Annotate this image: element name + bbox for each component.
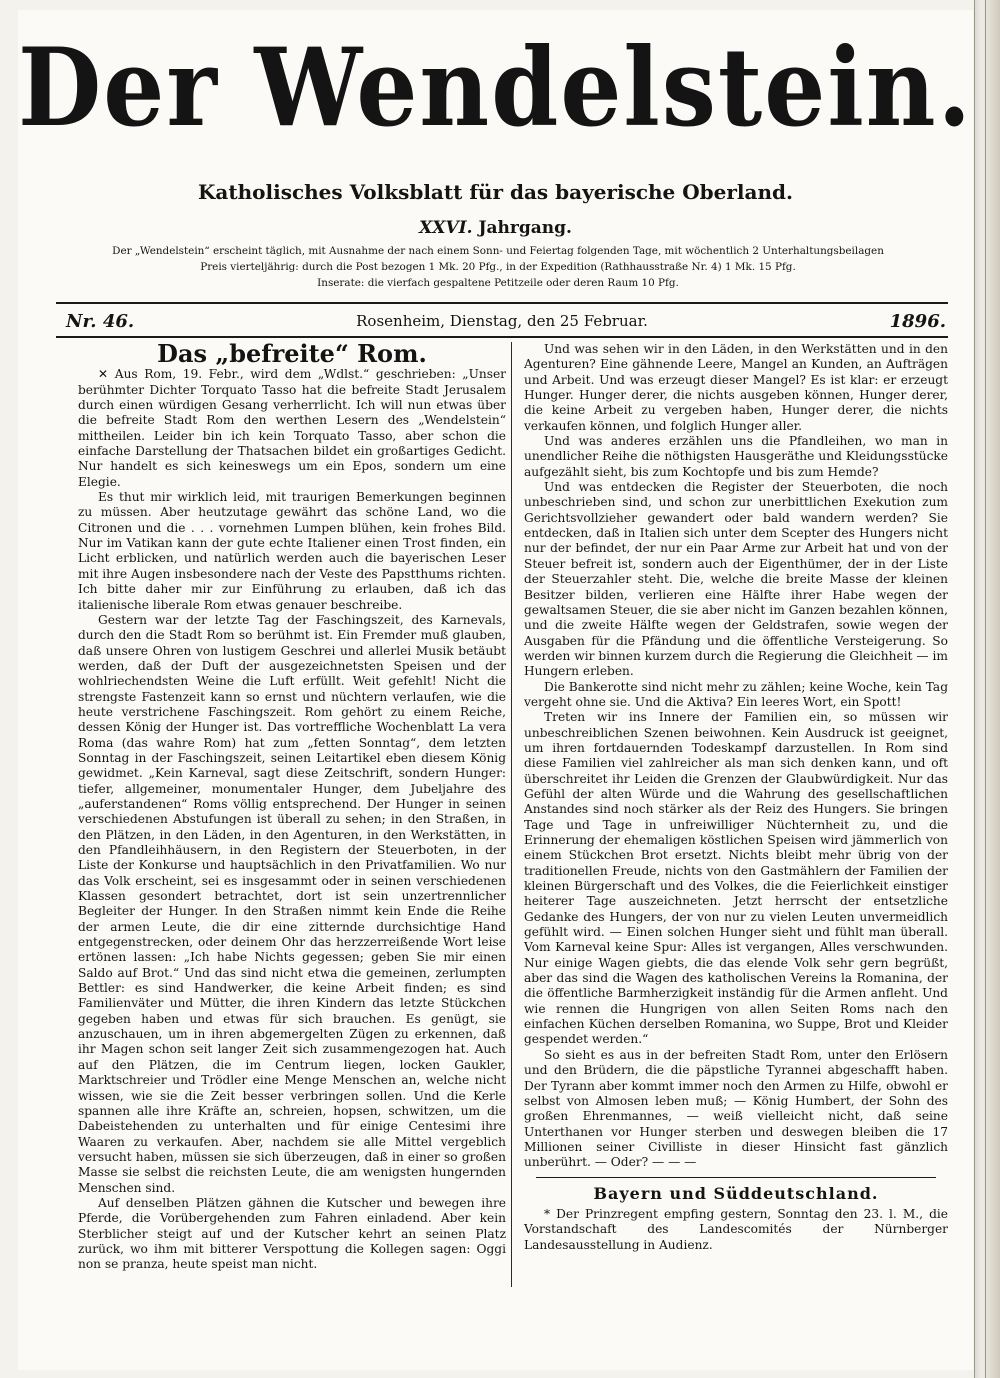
article-paragraph: So sieht es aus in der befreiten Stadt Rom, unter den Erlösern und den Brüdern, die die päpstliche Tyrannei abgeschafft haben. Der Tyrann aber kommt immer noch den Armen zu Hilfe, obwohl er selbst von Almosen leben muß; — König Humbert, der Sohn des großen Ehrenmannes, — weiß vielleicht nicht, daß seine Unterthanen vor Hunger sterben und deswegen bleiben die 17 Millionen seiner Civilliste in dieser Hinsicht fast gänzlich unberührt. — Oder? — — — <box>524 1047 948 1170</box>
article-paragraph: Und was sehen wir in den Läden, in den Werkstätten und in den Agenturen? Eine gähnende Leere, Mangel an Kunden, an Aufträgen und Arbeit. Und was erzeugt dieser Mangel? Es ist klar: er erzeugt Hunger. Hunger derer, die nichts ausgeben können, Hunger derer, die keine Arbeit zu vergeben haben, Hunger derer, die nichts verkaufen können, und folglich Hunger aller. <box>524 342 948 433</box>
article-paragraph: ✕ Aus Rom, 19. Febr., wird dem „Wdlst.“ geschrieben: „Unser berühmter Dichter Torquato Tasso hat die befreite Stadt Jerusalem durch einen würdigen Gesang verherrlicht. Ich will nun etwas über die befreite Stadt Rom den werthen Lesern des „Wendelstein“ mittheilen. Leider bin ich kein Torquato Tasso, aber schon die einfache Darstellung der Thatsachen bildet ein großartiges Gedicht. Nur handelt es sich keineswegs um ein Epos, sondern um eine Elegie. <box>78 367 506 489</box>
volume-line <box>18 218 973 238</box>
edge-line <box>985 0 986 1378</box>
masthead: Der Wendelstein. <box>18 24 974 151</box>
subtitle: Katholisches Volksblatt für das bayerische Oberland. <box>198 180 793 204</box>
volume-label: Jahrgang. <box>478 218 572 238</box>
article-paragraph: * Der Prinzregent empfing gestern, Sonntag den 23. l. M., die Vorstandschaft des Landescomités der Nürnberger Landesausstellung in Audienz. <box>524 1206 948 1252</box>
section-separator <box>536 1177 936 1178</box>
article-paragraph: Die Bankerotte sind nicht mehr zu zählen; keine Woche, kein Tag vergeht ohne sie. Und die Aktiva? Ein leeres Wort, ein Spott! <box>524 679 948 709</box>
info-line-2: Preis vierteljährig: durch die Post bezogen 1 Mk. 20 Pfg., in der Expedition (Rathhausstraße Nr. 4) 1 Mk. 15 Pfg. <box>200 261 796 273</box>
column-divider <box>511 342 512 1287</box>
dateline <box>56 308 948 334</box>
rule-top <box>56 302 948 304</box>
rule-bottom <box>56 336 948 338</box>
volume-roman: XXVI. <box>419 218 473 238</box>
section-title-bayern: Bayern und Süddeutschland. <box>593 1183 879 1203</box>
place-date: Rosenheim, Dienstag, den 25 Februar. <box>356 312 648 330</box>
article-paragraph: Treten wir ins Innere der Familien ein, so müssen wir unbeschreiblichen Szenen beiwohnen. Kein Ausdruck ist geeignet, um ihren fortdauernden Todeskampf darzustellen. In Rom sind diese Familien viel zahlreicher als man sich denken kann, und oft überschreitet ihr Leiden die Grenzen der Glaubwürdigkeit. Nur das Gefühl der alten Würde und die Wahrung des gesellschaftlichen Anstandes sind noch stärker als der Reiz des Hungers. Sie bringen Tage und Tage in unfreiwilliger Nüchternheit zu, und die Erinnerung der ehemaligen köstlichen Speisen wird jämmerlich von einem Stückchen Brot ersetzt. Nichts bleibt mehr übrig von der traditionellen Freude, nichts von den Gastmählern der Familien der kleinen Bürgerschaft und des Volkes, die die Feierlichkeit einstiger heiterer Tage auszeichneten. Jetzt herrscht der entsetzliche Gedanke des Hungers, der von nur zu vielen Leuten unvermeidlich gefühlt wird. — Einen solchen Hunger sieht und fühlt man überall. Vom Karneval keine Spur: Alles ist vergangen, Alles verschwunden. Nur einige Wagen giebts, die das elende Volk sehr gern begrüßt, aber das sind die Wagen des katholischen Vereins la Romanina, der die öffentliche Barmherzigkeit inständig für die Armen anfleht. Und wie rennen die Hungrigen von allen Seiten Roms nach den einfachen Küchen derselben Romanina, wo Suppe, Brot und Kleider gespendet werden.“ <box>524 710 948 1047</box>
article-title-rom: Das „befreite“ Rom. <box>157 339 427 368</box>
article-paragraph: Gestern war der letzte Tag der Faschingszeit, des Karnevals, durch den die Stadt Rom so berühmt ist. Ein Fremder muß glauben, daß unsere Ohren von lustigem Geschrei und allerlei Musik betäubt werden, daß der Duft der ausgezeichnetsten Speisen und der wohlriechendsten Weine die Luft erfüllt. Weit gefehlt! Nicht die strengste Fastenzeit kann so ernst und nüchtern verlaufen, wie die heute verstrichene Faschingszeit. Rom gehört zu einem Reiche, dessen König der Hunger ist. Das vortreffliche Wochenblatt La vera Roma (das wahre Rom) hat zum „fetten Sonntag“, dem letzten Sonntag in der Faschingszeit, seinen Leitartikel eben diesem König gewidmet. „Kein Karneval, sagt diese Zeitschrift, sondern Hunger: tiefer, allgemeiner, monumentaler Hunger, dem Jubeljahre des „auferstandenen“ Roms völlig entsprechend. Der Hunger in seinen verschiedenen Abstufungen ist überall zu sehen; in den Straßen, in den Plätzen, in den Läden, in den Agenturen, in den Werkstätten, in den Pfandleihhäusern, in den Registern der Steuerboten, in der Liste der Konkurse und hauptsächlich in den Privatfamilien. Wo nur das Volk erscheint, sei es insgesammt oder in seinen verschiedenen Klassen gesondert betrachtet, dort ist sein unzertrennlicher Begleiter der Hunger. In den Straßen nimmt kein Ende die Reihe der armen Leute, die dir eine zitternde durchsichtige Hand entgegenstrecken, oder deinem Ohr das herzzerreißende Wort leise ertönen lassen: „Ich habe Nichts gegessen; geben Sie mir einen Saldo auf Brot.“ Und das sind nicht etwa die gemeinen, zerlumpten Bettler: es sind Handwerker, die keine Arbeit finden; es sind Familienväter und Mütter, die ihren Kindern das letzte Stückchen gegeben haben und etwas für sich brauchen. Es genügt, sie anzuschauen, um in ihren abgemergelten Zügen zu erkennen, daß ihr Magen schon seit langer Zeit sich zusammengezogen hat. Auch auf den Plätzen, die im Centrum liegen, locken Gaukler, Marktschreier und Trödler eine Menge Menschen an, welche nicht wissen, wie sie die Zeit besser verbringen sollen. Und die Kerle spannen alle ihre Kräfte an, schreien, hopsen, schwitzen, um die Dabeistehenden zu unterhalten und für einige Centesimi ihre Waaren zu verkaufen. Aber, nachdem sie alle Mittel vergeblich versucht haben, müssen sie sich überzeugen, daß in einer so großen Masse sie selbst die reichsten Leute, die am wenigsten hungernden Menschen sind. <box>78 612 506 1195</box>
issue-number: Nr. 46. <box>66 311 135 332</box>
newspaper-page <box>18 10 973 1370</box>
issue-year: 1896. <box>889 311 946 332</box>
article-paragraph: Und was entdecken die Register der Steuerboten, die noch unbeschrieben sind, und schon zur unerbittlichen Exekution zum Gerichtsvollzieher gewandert oder bald wandern werden? Sie entdecken, daß in Italien sich unter dem Scepter des Hungers nicht nur der befindet, der nur ein Paar Arme zur Arbeit hat und von der Steuer befreit ist, sondern auch der Eigenthümer, der in der Liste der Steuerzahler steht. Die, welche die breite Masse der kleinen Besitzer bilden, verlieren eine Hälfte ihrer Habe wegen der gewaltsamen Steuer, die sie aber nicht im Ganzen bezahlen können, und die zweite Hälfte wegen der Geldstrafen, sowie wegen der Ausgaben für die Pfändung und die öffentliche Versteigerung. So werden wir binnen kurzem durch die Regierung die Gleichheit — im Hungern erleben. <box>524 480 948 679</box>
edge-line <box>974 0 975 1378</box>
info-line-1: Der „Wendelstein“ erscheint täglich, mit Ausnahme der nach einem Sonn- und Feiertag folgenden Tage, mit wöchentlich 2 Unterhaltungsbeilagen <box>112 245 884 257</box>
page-edge <box>974 0 1000 1378</box>
article-paragraph: Es thut mir wirklich leid, mit traurigen Bemerkungen beginnen zu müssen. Aber heutzutage gewährt das schöne Land, wo die Citronen und die . . . vornehmen Lumpen blühen, kein frohes Bild. Nur im Vatikan kann der gute echte Italiener einen Trost finden, ein Licht erblicken, und natürlich werden auch die bayerischen Leser mit ihre Augen insbesondere nach der Veste des Papstthums richten. Ich bitte daher mir zur Einführung zu erlauben, daß ich das italienische liberale Rom etwas genauer beschreibe. <box>78 490 506 612</box>
left-column <box>78 339 506 1273</box>
info-line-3: Inserate: die vierfach gespaltene Petitzeile oder deren Raum 10 Pfg. <box>317 277 679 289</box>
article-paragraph: Und was anderes erzählen uns die Pfandleihen, wo man in unendlicher Reihe die nöthigsten Hausgeräthe und Kleidungsstücke aufgezählt sieht, bis zum Kochtopfe und bis zum Hemde? <box>524 434 948 479</box>
article-paragraph: Auf denselben Plätzen gähnen die Kutscher und bewegen ihre Pferde, die Vorübergehenden zum Fahren einladend. Aber kein Sterblicher steigt auf und der Kutscher kehrt an seinen Platz zurück, wo ihm mit bitterer Verspottung die Kollegen sagen: Oggi non se pranza, heute speist man nicht. <box>78 1195 506 1272</box>
right-column <box>524 342 948 1253</box>
